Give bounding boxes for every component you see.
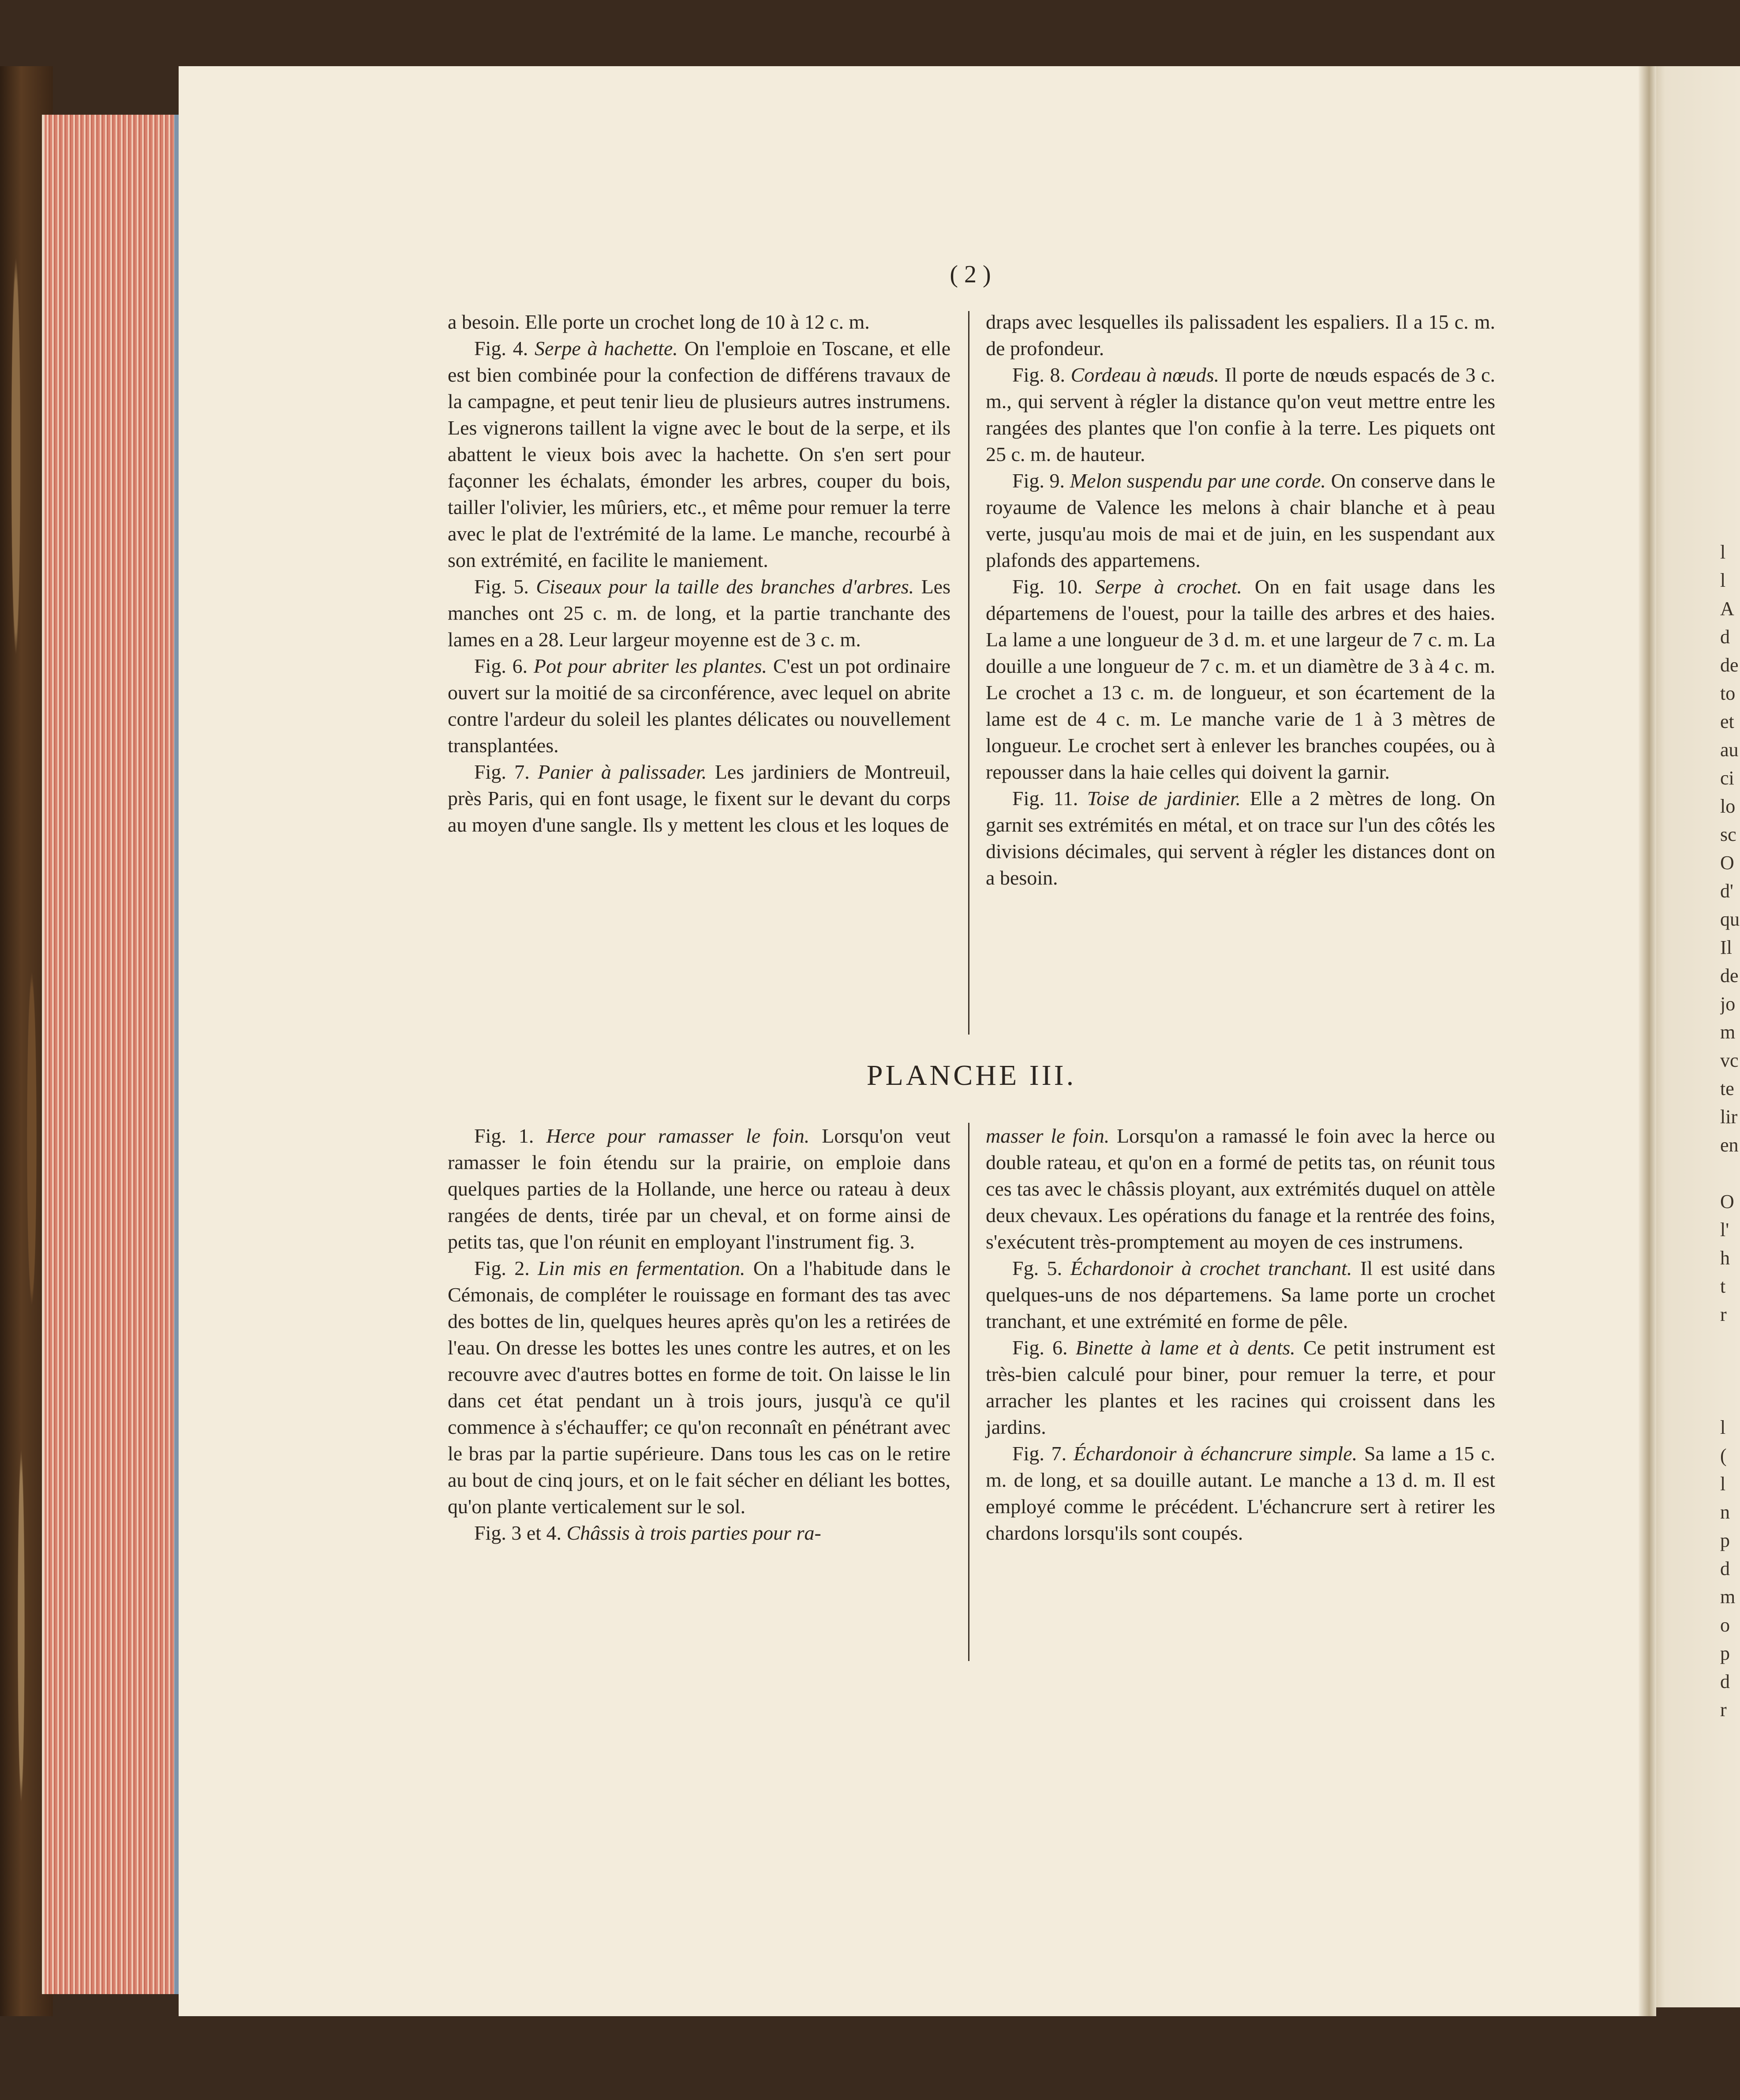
figure-title: masser le foin.	[986, 1125, 1110, 1147]
figure-label: Fig. 7.	[1012, 1442, 1067, 1465]
margin-fragment	[1720, 1159, 1740, 1188]
paragraph	[986, 468, 1495, 574]
section-heading: PLANCHE III.	[866, 1059, 1077, 1091]
figure-title: Melon suspendu par une corde.	[1070, 469, 1326, 492]
margin-fragment: en	[1720, 1134, 1739, 1156]
paragraph	[986, 1440, 1495, 1546]
figure-title: Serpe à crochet.	[1095, 575, 1242, 598]
paragraph-text: Il est usité dans quelques-uns de nos départemens. Sa lame porte un crochet tranchant, et une extrémité en forme de pêle.	[986, 1257, 1495, 1332]
margin-fragment: m	[1720, 1586, 1736, 1608]
paragraph	[448, 335, 950, 574]
margin-fragment: d	[1720, 1558, 1730, 1579]
paragraph	[448, 574, 950, 653]
margin-fragment	[1720, 1385, 1740, 1414]
margin-fragment: t	[1720, 1275, 1726, 1297]
margin-fragment: de	[1720, 654, 1739, 676]
paragraph	[986, 785, 1495, 891]
paragraph	[448, 653, 950, 759]
margin-fragment: jo	[1720, 993, 1736, 1015]
figure-label: Fg. 5.	[1012, 1257, 1063, 1279]
paragraph	[986, 1123, 1495, 1255]
paragraph-text: a besoin. Elle porte un crochet long de 10 à 12 c. m.	[448, 311, 870, 333]
page-edges	[42, 115, 181, 1994]
figure-title: Échardonoir à échancrure simple.	[1074, 1442, 1358, 1465]
margin-fragment: qu	[1720, 908, 1740, 930]
margin-fragment: l'	[1720, 1219, 1729, 1241]
figure-label: Fig. 7.	[474, 761, 530, 783]
margin-fragment: r	[1720, 1699, 1727, 1721]
margin-fragment: r	[1720, 1304, 1727, 1325]
figure-label: Fig. 1.	[474, 1125, 534, 1147]
figure-label: Fig. 9.	[1012, 469, 1065, 492]
paragraph-text: On l'emploie en Toscane, et elle est bien combinée pour la confection de différens travaux de la campagne, et peut tenir lieu de plusieurs autres instrumens. Les vignerons taillent la vigne avec le bout de la serpe, et ils abattent le vieux bois avec la hachette. On s'en sert pour façonner les échalats, émonder les arbres, couper du bois, tailler l'olivier, les mûriers, etc., et même pour remuer la terre avec le plat de l'extrémité de la lame. Le manche, recourbé à son extrémité, en facilite le maniement.	[448, 337, 951, 571]
column-top-left	[448, 309, 950, 838]
margin-fragment: l	[1720, 570, 1726, 591]
margin-fragment: n	[1720, 1501, 1730, 1523]
margin-fragment: te	[1720, 1078, 1734, 1099]
paragraph	[986, 362, 1495, 468]
paragraph	[986, 1335, 1495, 1440]
margin-fragment: O	[1720, 1191, 1734, 1212]
paragraph-text: Sa lame a 15 c. m. de long, et sa douille autant. Le manche a 13 d. m. Il est employé comme le précédent. L'échancrure sert à retirer les chardons lorsqu'ils sont coupés.	[986, 1442, 1495, 1544]
paragraph-text: Il porte de nœuds espacés de 3 c. m., qui servent à régler la distance qu'on veut mettre entre les rangées des plantes que l'on confie à la terre. Les piquets ont 25 c. m. de hauteur.	[986, 364, 1495, 465]
margin-fragment: d	[1720, 1671, 1730, 1692]
figure-title: Échardonoir à crochet tranchant.	[1070, 1257, 1352, 1279]
paragraph-text: draps avec lesquelles ils palissadent les espaliers. Il a 15 c. m. de profondeur.	[986, 311, 1495, 360]
margin-fragment: l	[1720, 541, 1726, 563]
column-divider-top	[968, 311, 969, 1035]
paragraph	[448, 1255, 950, 1520]
figure-title: Cordeau à nœuds.	[1070, 364, 1220, 386]
paragraph	[448, 759, 950, 838]
column-bottom-left	[448, 1123, 950, 1546]
margin-fragment: to	[1720, 682, 1736, 704]
facing-page-text-fragments	[1720, 538, 1740, 1724]
margin-fragment: Il	[1720, 937, 1732, 958]
figure-title: Herce pour ramasser le foin.	[546, 1125, 810, 1147]
margin-fragment: l	[1720, 1473, 1726, 1495]
column-divider-bottom	[968, 1123, 969, 1661]
figure-label: Fig. 6.	[474, 655, 528, 677]
margin-fragment: h	[1720, 1247, 1730, 1269]
margin-fragment: p	[1720, 1530, 1730, 1551]
margin-fragment: m	[1720, 1021, 1736, 1043]
figure-title: Serpe à hachette.	[535, 337, 678, 360]
paragraph-text: Elle a 2 mètres de long. On garnit ses extrémités en métal, et on trace sur l'un des côtés les divisions décimales, qui servent à régler les distances dont on a besoin.	[986, 787, 1496, 889]
paragraph-text: Les manches ont 25 c. m. de long, et la partie tranchante des lames en a 28. Leur largeur moyenne est de 3 c. m.	[448, 575, 950, 651]
paragraph-text: On en fait usage dans les départemens de l'ouest, pour la taille des arbres et des haies. La lame a une longueur de 3 d. m. et une largeur de 7 c. m. La douille a une longueur de 7 c. m. et un diamètre de 3 à 4 c. m. Le crochet a 13 c. m. de longueur, et son écartement de la lame est de 4 c. m. Le manche varie de 1 à 3 mètres de longueur. Le crochet sert à enlever les branches coupées, ou à repousser dans la haie celles qui doivent la garnir.	[986, 575, 1495, 783]
figure-label: Fig. 2.	[474, 1257, 530, 1279]
margin-fragment: lir	[1720, 1106, 1738, 1128]
margin-fragment: p	[1720, 1642, 1730, 1664]
paragraph	[448, 1520, 950, 1546]
paragraph-text: Les jardiniers de Montreuil, près Paris, qui en font usage, le fixent sur le devant du corps au moyen d'une sangle. Ils y mettent les clous et les loques de	[448, 761, 951, 836]
column-bottom-right	[986, 1123, 1495, 1546]
figure-title: Panier à palissader.	[538, 761, 707, 783]
paragraph	[986, 309, 1495, 362]
margin-fragment: (	[1720, 1445, 1727, 1466]
figure-label: Fig. 6.	[1012, 1336, 1068, 1359]
margin-fragment: vc	[1720, 1050, 1739, 1071]
figure-title: Toise de jardinier.	[1087, 787, 1241, 810]
paragraph-text: On a l'habitude dans le Cémonais, de compléter le rouissage en formant des tas avec des bottes de lin, quelques heures après qu'on les a retirées de l'eau. On dresse les bottes les unes contre les autres, et on les recouvre avec d'autres bottes en forme de toit. On laisse le lin dans cet état pendant un à trois jours, jusqu'à ce qu'il commence à s'échauffer; ce qu'on reconnaît en pénétrant avec le bras par la partie supérieure. Dans tous les cas on le retire au bout de cinq jours, et on le fait sécher en déliant les bottes, qu'on plante verticalement sur le sol.	[448, 1257, 950, 1518]
paragraph	[986, 1255, 1495, 1335]
paragraph-text: Lorsqu'on veut ramasser le foin étendu sur la prairie, on emploie dans quelques parties de la Hollande, une herce ou rateau à deux rangées de dents, tirée par un cheval, et on forme ainsi de petits tas, que l'on réunit en employant l'instrument fig. 3.	[448, 1125, 950, 1253]
figure-label: Fig. 8.	[1012, 364, 1065, 386]
margin-fragment: lo	[1720, 795, 1736, 817]
paragraph-text: On conserve dans le royaume de Valence les melons à chair blanche et à peau verte, jusqu'au mois de mai et de juin, en les suspendant aux plafonds des appartemens.	[986, 469, 1495, 571]
paragraph	[448, 309, 950, 335]
margin-fragment	[1720, 1357, 1740, 1385]
margin-fragment: l	[1720, 1417, 1726, 1438]
margin-fragment: A	[1720, 598, 1734, 619]
column-top-right	[986, 309, 1495, 891]
paragraph	[448, 1123, 950, 1255]
figure-title: Châssis à trois parties pour ra-	[566, 1522, 821, 1544]
margin-fragment: d'	[1720, 880, 1733, 902]
figure-title: Lin mis en fermentation.	[538, 1257, 745, 1279]
figure-label: Fig. 11.	[1012, 787, 1078, 810]
margin-fragment: au	[1720, 739, 1739, 761]
margin-fragment: de	[1720, 965, 1739, 986]
margin-fragment: ci	[1720, 767, 1734, 789]
margin-fragment: o	[1720, 1614, 1730, 1636]
figure-label: Fig. 3 et 4.	[474, 1522, 562, 1544]
paragraph-text: Ce petit instrument est très-bien calculé pour biner, pour remuer la terre, et pour arracher les plantes et les racines qui croissent dans les jardins.	[986, 1336, 1496, 1438]
page-number: ( 2 )	[950, 261, 991, 288]
paragraph-text: C'est un pot ordinaire ouvert sur la moitié de sa circonférence, avec lequel on abrite contre l'ardeur du soleil les plantes délicates ou nouvellement transplantées.	[448, 655, 951, 757]
margin-fragment: sc	[1720, 824, 1736, 845]
gutter	[1639, 66, 1656, 2016]
paragraph	[986, 574, 1495, 785]
paragraph-text: Lorsqu'on a ramassé le foin avec la herce ou double rateau, et qu'on en a formé de petits tas, on réunit tous ces tas avec le châssis ployant, aux extrémités duquel on attèle deux chevaux. Les opérations du fanage et la rentrée des foins, s'exécutent très-promptement au moyen de ces instrumens.	[986, 1125, 1495, 1253]
figure-label: Fig. 10.	[1012, 575, 1083, 598]
figure-title: Binette à lame et à dents.	[1075, 1336, 1295, 1359]
margin-fragment: et	[1720, 711, 1734, 732]
margin-fragment: O	[1720, 852, 1734, 874]
figure-title: Ciseaux pour la taille des branches d'arbres.	[536, 575, 914, 598]
figure-label: Fig. 4.	[474, 337, 528, 360]
figure-label: Fig. 5.	[474, 575, 529, 598]
figure-title: Pot pour abriter les plantes.	[533, 655, 767, 677]
margin-fragment: d	[1720, 626, 1730, 648]
margin-fragment	[1720, 1329, 1740, 1357]
